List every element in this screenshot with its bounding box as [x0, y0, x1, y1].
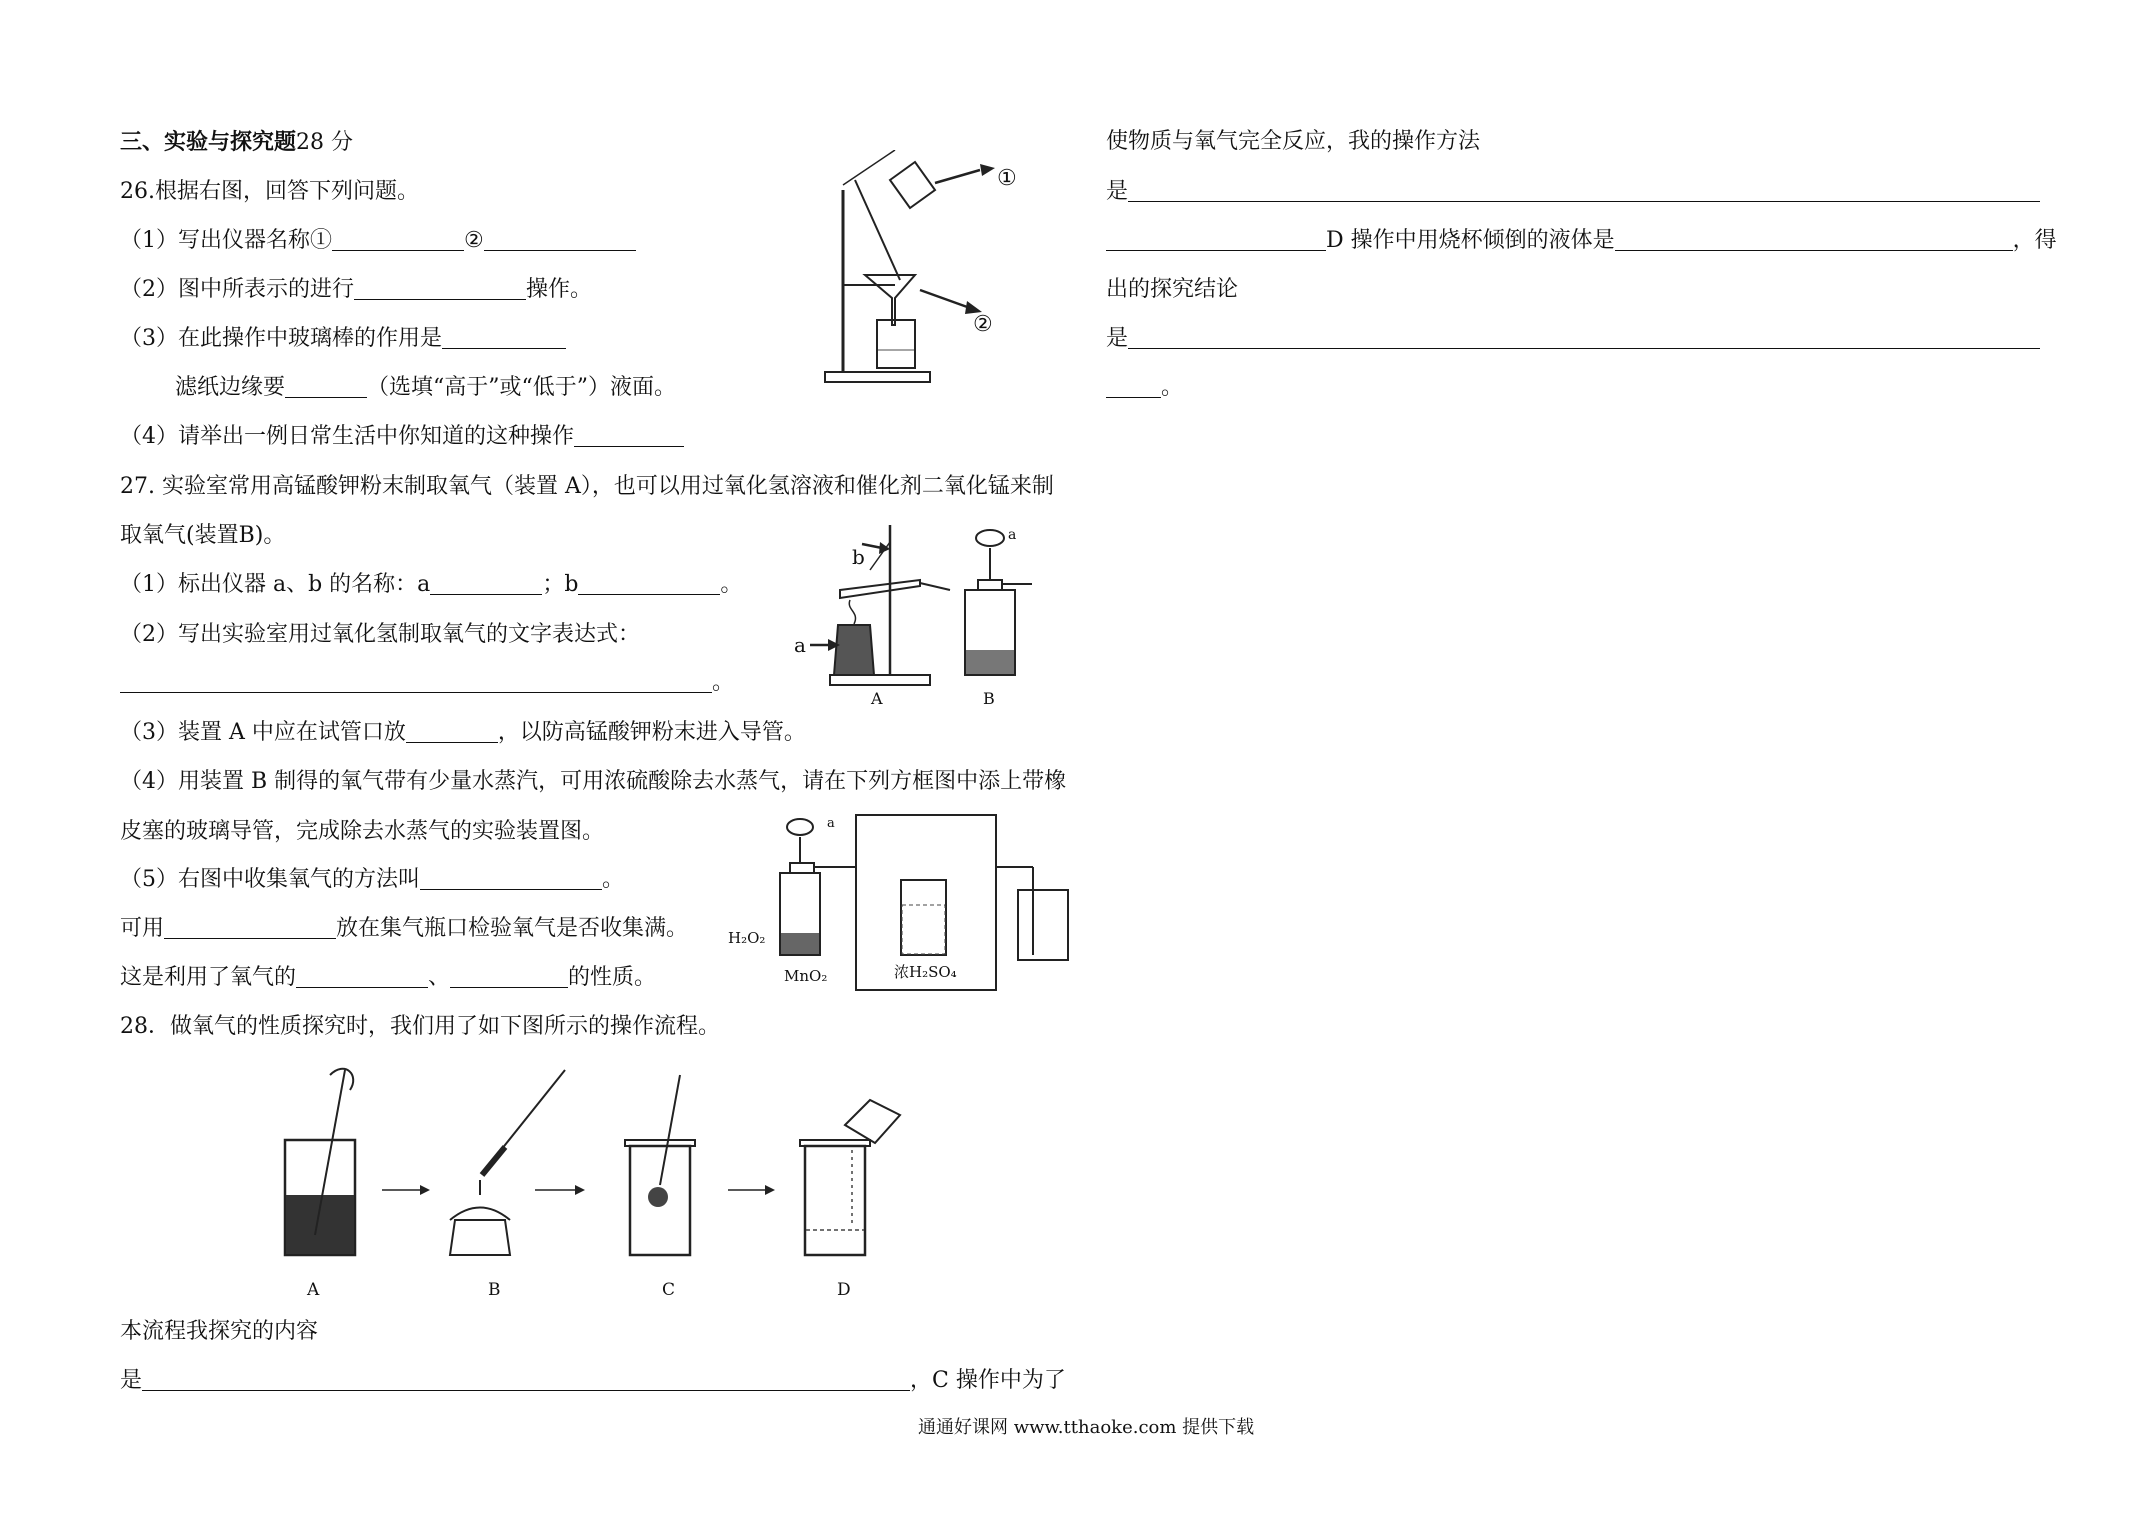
q28-stem: 28．做氧气的性质探究时，我们用了如下图所示的操作流程。 [120, 1014, 720, 1039]
right-line2: 是 [1106, 177, 2040, 207]
answer-blank[interactable] [406, 720, 498, 743]
fig2-label-mno2: MnO₂ [784, 967, 828, 985]
q26-part1: （1）写出仪器名称① ② [120, 226, 636, 256]
right-line6: 。 [1106, 373, 1183, 403]
answer-blank[interactable] [1128, 179, 2040, 202]
answer-blank[interactable] [296, 965, 428, 988]
section-header [120, 127, 353, 157]
section-score: 28 分 [296, 130, 354, 155]
right-line4: 出的探究结论 [1106, 277, 1239, 302]
flow-label-B: B [488, 1280, 501, 1300]
answer-blank[interactable] [164, 916, 336, 939]
q26-part3b: 滤纸边缘要 （选填“高于”或“低于”）液面。 [175, 375, 677, 400]
fig2-label-h2so4: 浓H₂SO₄ [894, 963, 957, 981]
q27-part2: （2）写出实验室用过氧化氢制取氧气的文字表达式： [120, 622, 640, 647]
answer-blank[interactable] [1128, 326, 2040, 349]
q26-part3: （3）在此操作中玻璃棒的作用是 [120, 324, 566, 354]
q26-stem: 26.根据右图，回答下列问题。 [120, 179, 419, 204]
q27-part5: （5）右图中收集氧气的方法叫 。 [120, 867, 625, 892]
answer-blank[interactable] [450, 965, 568, 988]
q27-part5c: 这是利用了氧气的 、 的性质。 [120, 965, 657, 990]
q27-part4-2: 皮塞的玻璃导管，完成除去水蒸气的实验装置图。 [120, 819, 605, 844]
right-line5: 是 [1106, 324, 2040, 354]
oxygen-flow-figure [260, 1055, 950, 1300]
answer-blank[interactable] [1615, 228, 2013, 251]
q27-part5b: 可用 放在集气瓶口检验氧气是否收集满。 [120, 916, 689, 941]
fig-label-2: ② [973, 312, 993, 337]
right-line3: D 操作中用烧杯倾倒的液体是 ，得 [1106, 226, 2057, 256]
fig-label-b-a: a [1008, 527, 1017, 543]
answer-blank[interactable] [354, 277, 526, 300]
filtration-figure [815, 150, 1025, 390]
answer-blank[interactable] [142, 1368, 910, 1391]
answer-blank[interactable] [332, 228, 464, 251]
answer-blank[interactable] [285, 375, 367, 398]
fig-label-b: b [852, 545, 865, 569]
drying-apparatus-figure [728, 805, 1088, 995]
right-line1: 使物质与氧气完全反应，我的操作方法 [1106, 129, 1481, 154]
flow-label-D: D [837, 1280, 851, 1300]
fig-label-A: A [871, 689, 883, 708]
q27-stem-2: 取氧气(装置B)。 [120, 523, 286, 548]
answer-blank[interactable] [574, 424, 684, 447]
q27-stem-1: 27. 实验室常用高锰酸钾粉末制取氧气（装置 A），也可以用过氧化氢溶液和催化剂二氧化锰来制 [120, 474, 1054, 499]
flow-label-C: C [662, 1280, 676, 1300]
answer-blank[interactable] [578, 572, 720, 595]
footer: 通通好课网 www.tthaoke.com 提供下载 [918, 1417, 1255, 1438]
q27-part2-answer: 。 [120, 668, 734, 698]
fig-label-B: B [983, 689, 995, 708]
fig-label-a: a [794, 633, 806, 657]
q27-part1: （1）标出仪器 a、b 的名称：a ；b 。 [120, 572, 743, 597]
fig-label-1: ① [997, 166, 1017, 191]
answer-blank[interactable] [442, 326, 566, 349]
answer-blank[interactable] [430, 572, 542, 595]
answer-blank[interactable] [1106, 228, 1326, 251]
flow-label-A: A [307, 1280, 320, 1300]
fig2-label-h2o2: H₂O₂ [728, 929, 766, 947]
answer-blank[interactable] [120, 670, 712, 693]
apparatus-ab-figure [770, 520, 1070, 710]
q27-part4-1: （4）用装置 B 制得的氧气带有少量水蒸汽，可用浓硫酸除去水蒸气，请在下列方框图中添上带橡 [120, 769, 1067, 794]
fig2-label-a: a [827, 816, 835, 831]
answer-blank[interactable] [484, 228, 636, 251]
answer-blank[interactable] [420, 867, 602, 890]
answer-blank[interactable] [1106, 375, 1161, 398]
q27-part3: （3）装置 A 中应在试管口放 ，以防高锰酸钾粉末进入导管。 [120, 720, 806, 745]
q28-is-line: 是 ，C 操作中为了 [120, 1368, 1066, 1393]
q28-content: 本流程我探究的内容 [120, 1319, 319, 1344]
q26-part4: （4）请举出一例日常生活中你知道的这种操作 [120, 422, 684, 452]
q26-part2: （2）图中所表示的进行 操作。 [120, 277, 593, 302]
section-title: 三、实验与探究题 [120, 129, 297, 155]
